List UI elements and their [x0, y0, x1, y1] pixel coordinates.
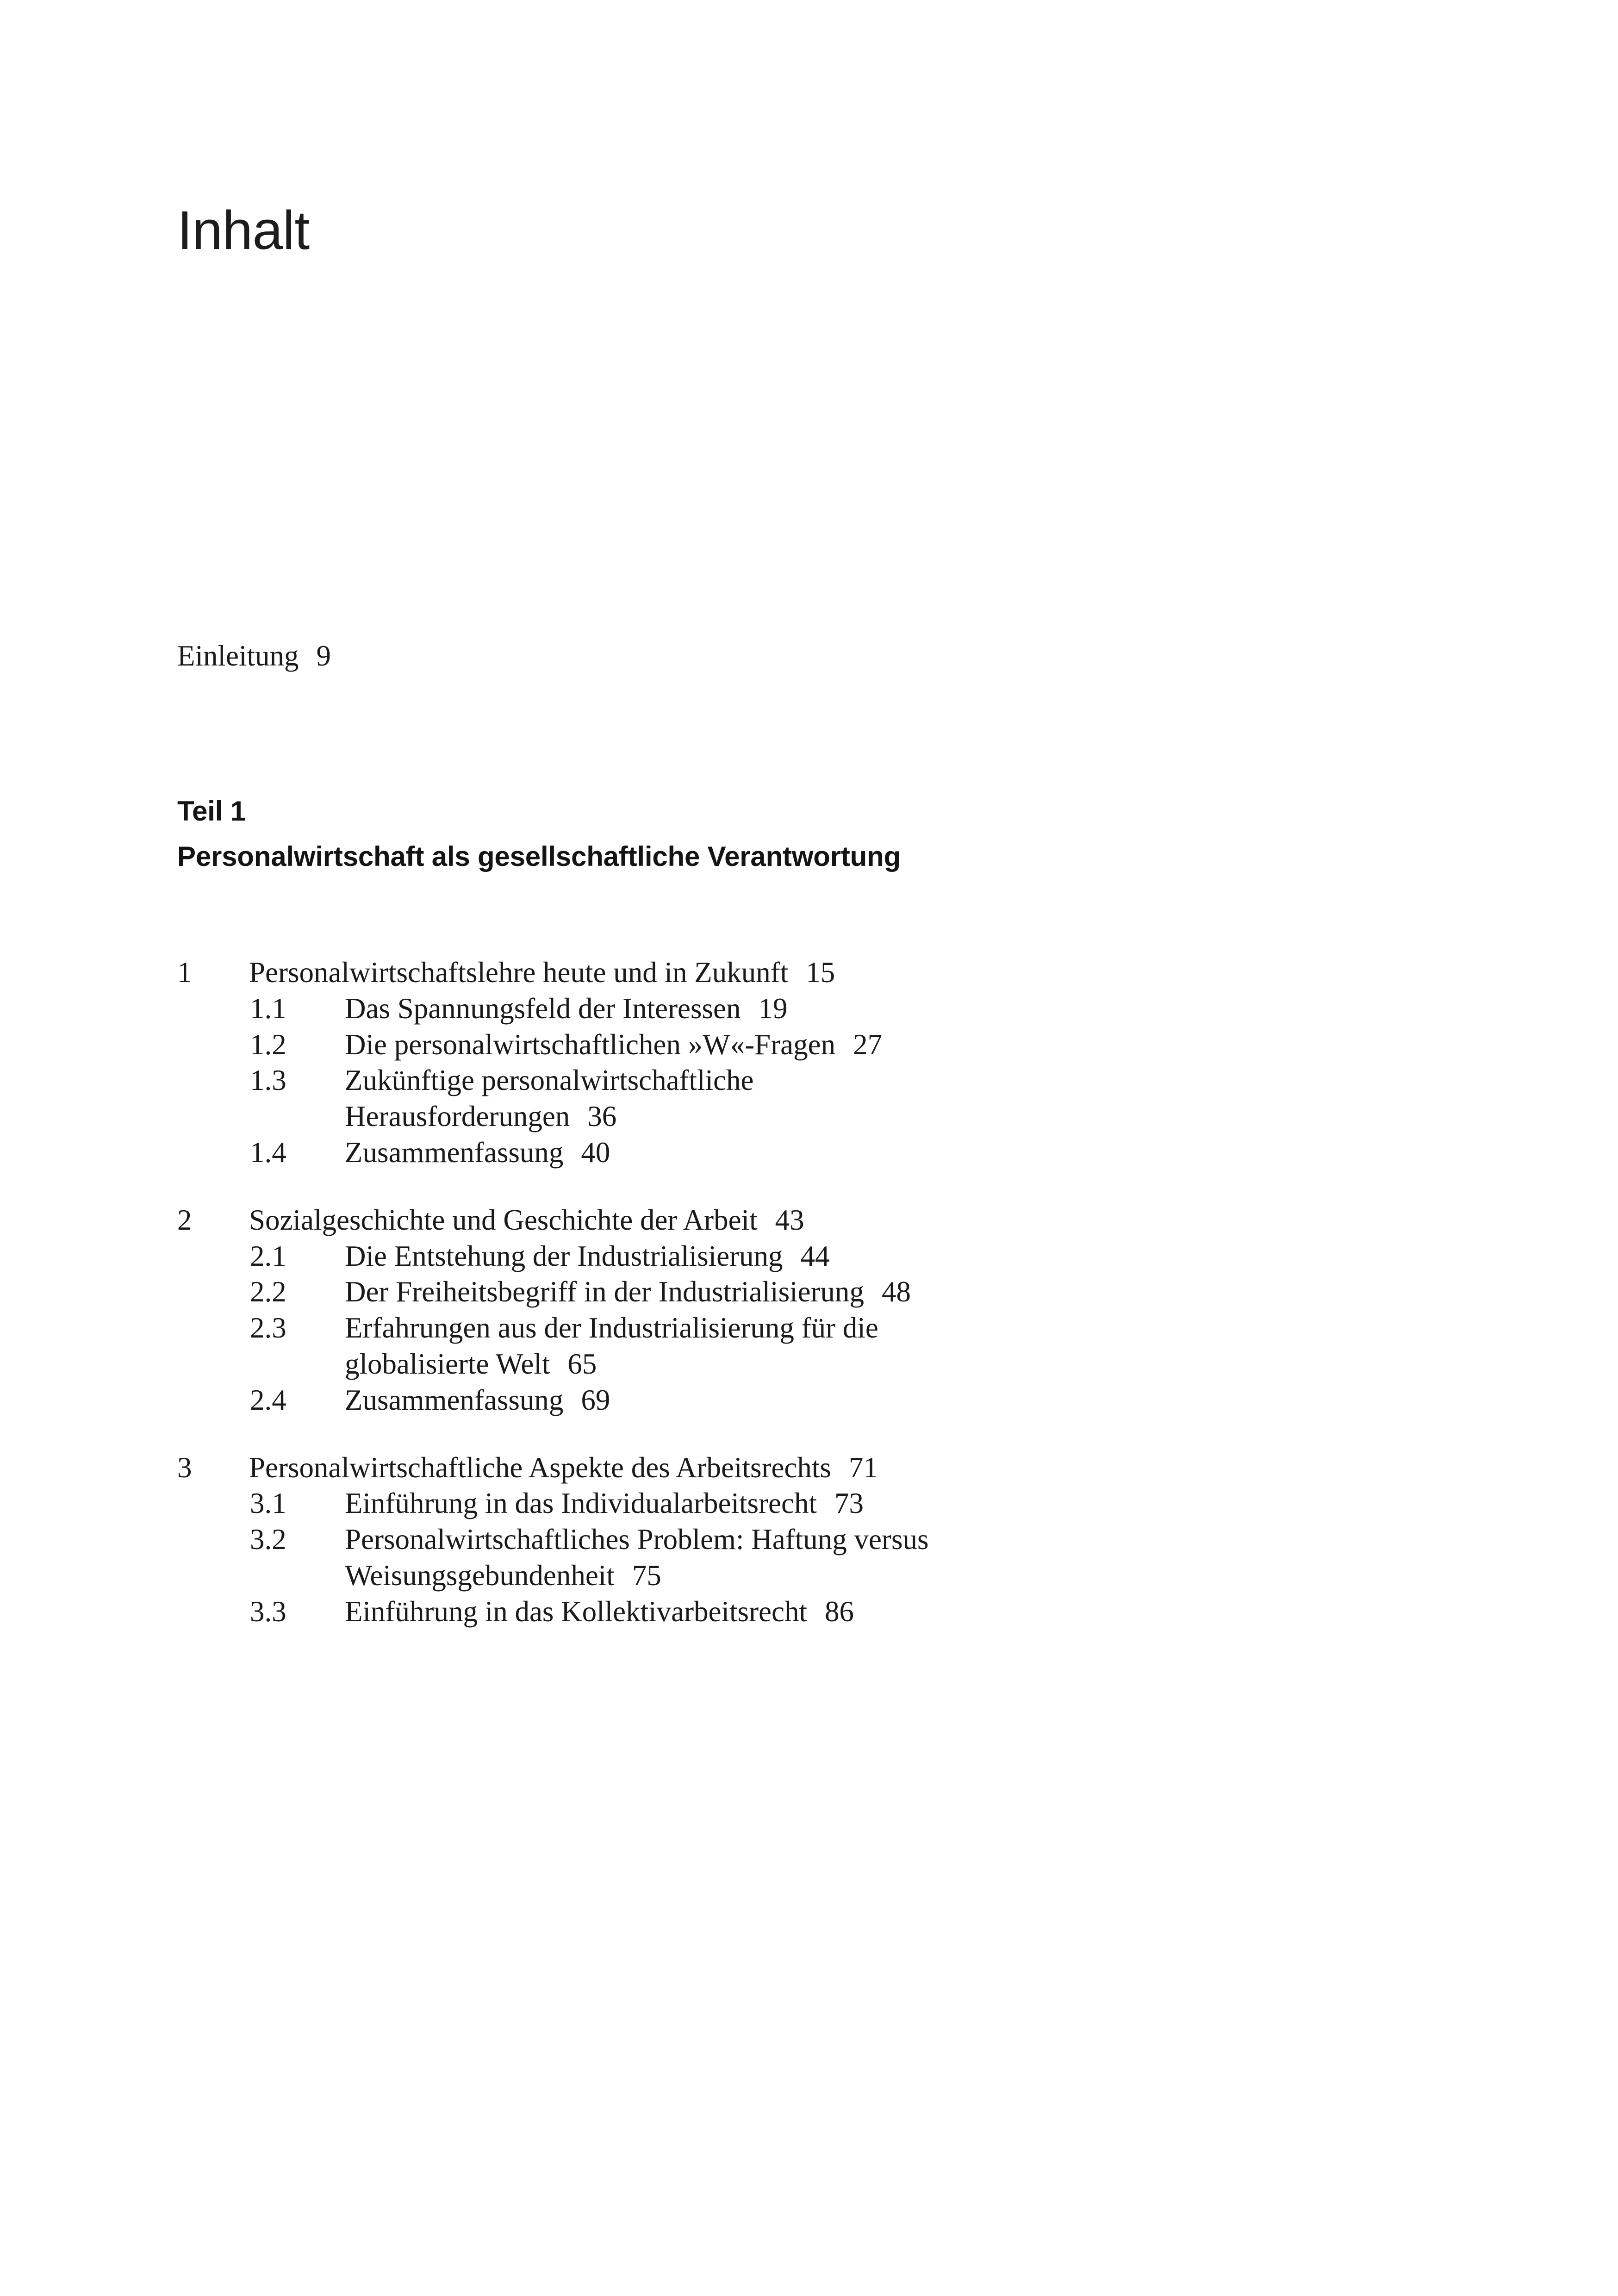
toc-section-entry[interactable]	[0, 991, 1618, 1027]
page-title: Inhalt	[177, 200, 310, 261]
toc-section-entry-continuation-label: Herausforderungen	[345, 1100, 570, 1133]
toc-section-entry-number: 3.3	[250, 1595, 286, 1628]
part-title: Personalwirtschaft als gesellschaftliche Verantwortung	[177, 840, 901, 872]
toc-section-entry-page-number: 73	[834, 1487, 864, 1520]
toc-chapter-entry-number: 2	[177, 1203, 192, 1236]
toc-section-entry-continuation-label: globalisierte Welt	[345, 1347, 550, 1380]
frontmatter-page-number: 9	[316, 640, 331, 672]
chapter-group	[0, 955, 1618, 1171]
toc-section-entry-continuation-page-number: 65	[567, 1347, 597, 1380]
toc-section-entry[interactable]	[0, 1594, 1618, 1630]
toc-section-entry[interactable]	[0, 1274, 1618, 1310]
toc-section-entry-label: Zusammenfassung	[345, 1383, 564, 1416]
toc-section-entry-label: Erfahrungen aus der Industrialisierung für die	[345, 1312, 878, 1344]
toc-section-entry-label: Die Entstehung der Industrialisierung	[345, 1239, 783, 1272]
toc-section-entry-label: Zukünftige personalwirtschaftliche	[345, 1064, 754, 1097]
part-heading	[177, 793, 901, 875]
toc-section-entry-label: Die personalwirtschaftlichen »W«-Fragen	[345, 1028, 836, 1061]
toc-section-entry[interactable]	[0, 1382, 1618, 1419]
toc-chapter-entry-label: Personalwirtschaftliche Aspekte des Arbeitsrechts	[249, 1451, 831, 1484]
toc-section-entry-number: 3.1	[250, 1487, 286, 1520]
toc-chapter-entry-label: Sozialgeschichte und Geschichte der Arbeit	[249, 1203, 758, 1236]
toc-section-entry-continuation-page-number: 36	[587, 1100, 617, 1133]
frontmatter-label: Einleitung	[177, 640, 299, 672]
toc-section-entry-page-number: 44	[800, 1239, 830, 1272]
toc-section-entry-page-number: 40	[581, 1136, 610, 1169]
toc-section-entry[interactable]	[0, 1486, 1618, 1522]
toc-section-entry-continuation-page-number: 75	[632, 1559, 661, 1592]
toc-section-entry[interactable]	[0, 1310, 1618, 1346]
toc-section-entry[interactable]	[0, 1522, 1618, 1558]
toc-section-entry-page-number: 69	[581, 1383, 610, 1416]
toc-section-entry[interactable]	[0, 1135, 1618, 1171]
toc-section-entry-label: Zusammenfassung	[345, 1136, 564, 1169]
toc-section-entry-continuation[interactable]	[0, 1346, 1618, 1382]
toc-section-entry-number: 1.4	[250, 1136, 286, 1169]
toc-section-entry-page-number: 27	[853, 1028, 883, 1061]
frontmatter-entry	[177, 637, 331, 675]
toc-section-entry-page-number: 19	[758, 992, 788, 1025]
toc-section-entry-number: 2.2	[250, 1276, 286, 1308]
toc-section-entry[interactable]	[0, 1027, 1618, 1063]
toc-section-entry-label: Der Freiheitsbegriff in der Industrialisierung	[345, 1276, 865, 1308]
toc-chapter-entry[interactable]	[0, 955, 1618, 991]
toc-section-entry-number: 1.3	[250, 1064, 286, 1097]
chapter-group	[0, 1202, 1618, 1419]
part-label: Teil 1	[177, 796, 246, 827]
toc-chapter-entry-number: 3	[177, 1451, 192, 1484]
toc-section-entry-label: Das Spannungsfeld der Interessen	[345, 992, 741, 1025]
toc-chapter-entry-page-number: 15	[806, 956, 835, 989]
toc-section-entry-number: 2.1	[250, 1239, 286, 1272]
toc-section-entry-number: 1.1	[250, 992, 286, 1025]
toc-section-entry[interactable]	[0, 1238, 1618, 1275]
chapter-group	[0, 1450, 1618, 1630]
toc-chapter-entry[interactable]	[0, 1450, 1618, 1486]
toc-section-entry-continuation[interactable]	[0, 1558, 1618, 1594]
toc-section-entry-number: 3.2	[250, 1523, 286, 1556]
toc-section-entry-continuation[interactable]	[0, 1099, 1618, 1135]
toc-section-entry-number: 1.2	[250, 1028, 286, 1061]
toc-section-entry-label: Einführung in das Individualarbeitsrecht	[345, 1487, 817, 1520]
toc-chapter-entry[interactable]	[0, 1202, 1618, 1238]
toc-section-entry-number: 2.3	[250, 1312, 286, 1344]
toc-chapter-entry-page-number: 71	[848, 1451, 878, 1484]
toc-chapter-entry-number: 1	[177, 956, 192, 989]
toc-section-entry-continuation-label: Weisungsgebundenheit	[345, 1559, 615, 1592]
toc-section-entry-page-number: 48	[882, 1276, 911, 1308]
toc-section-entry-number: 2.4	[250, 1383, 286, 1416]
toc-section-entry-page-number: 86	[825, 1595, 854, 1628]
toc-chapter-entry-label: Personalwirtschaftslehre heute und in Zukunft	[249, 956, 789, 989]
toc-section-entry[interactable]	[0, 1063, 1618, 1099]
table-of-contents	[0, 955, 1618, 1630]
toc-section-entry-label: Einführung in das Kollektivarbeitsrecht	[345, 1595, 807, 1628]
toc-chapter-entry-page-number: 43	[775, 1203, 804, 1236]
toc-section-entry-label: Personalwirtschaftliches Problem: Haftung versus	[345, 1523, 929, 1556]
